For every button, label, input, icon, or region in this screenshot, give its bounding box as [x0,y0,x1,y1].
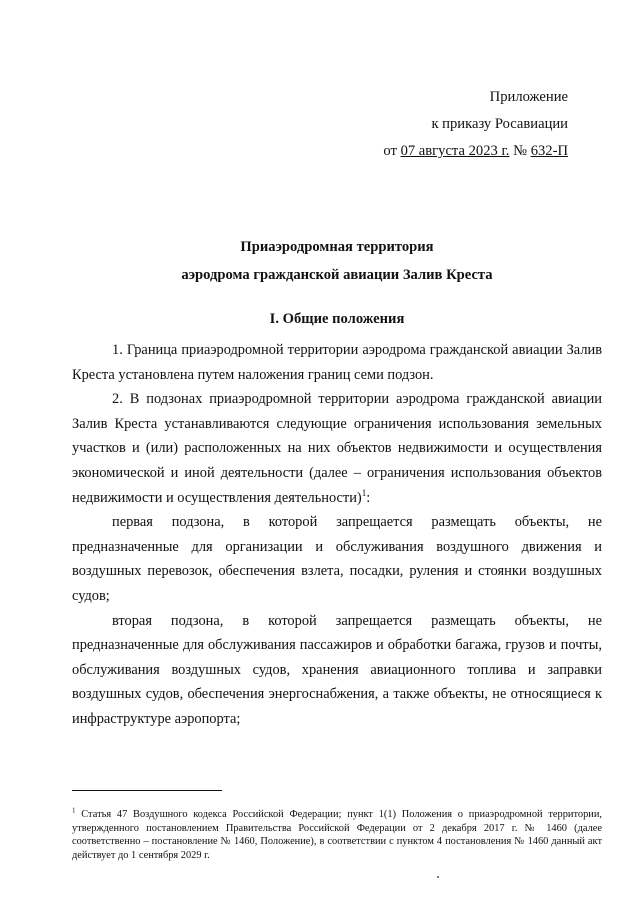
appendix-from: от [383,143,397,159]
document-title [72,233,602,289]
title-line-2: аэродрома гражданской авиации Залив Креста [181,267,493,283]
appendix-date: 07 августа 2023 г. [400,143,510,159]
appendix-date-number [383,138,568,165]
footnote-text: Статья 47 Воздушного кодекса Российской Федерации; пункт 1(1) Положения о приаэродромной территории, утвержденного постановлением Правительства Российской Федерации от 2 декабря 2017 г. № 1460 (далее соответственно – постановление № 1460, Положение), в соответствии с пунктом 4 постановления № 1460 данный акт действует до 1 сентября 2029 г. [72,809,602,861]
document-body [72,338,602,732]
appendix-number-sign: № [513,143,528,159]
appendix-label: Приложение [489,89,568,105]
footnote [72,808,602,862]
scan-speck [437,876,439,878]
footnote-ref[interactable]: 1 [361,487,367,498]
paragraph-2 [72,387,602,510]
paragraph-2-end: : [366,489,371,506]
title-line-1: Приаэродромная территория [240,239,434,255]
paragraph-subzone-1: первая подзона, в которой запрещается размещать объекты, не предназначенные для организации и обслуживания воздушного движения и воздушных перевозок, обеспечения взлета, посадки, руления и стоянки воздушных судов; [72,514,602,604]
section-heading: I. Общие положения [269,311,405,327]
appendix-number: 632-П [530,143,568,159]
appendix-block [383,84,568,165]
footnote-separator [72,790,222,791]
appendix-order-ref: к приказу Росавиации [431,116,568,132]
footnote-number: 1 [72,806,76,815]
paragraph-subzone-2: вторая подзона, в которой запрещается размещать объекты, не предназначенные для обслуживания пассажиров и обработки багажа, грузов и почты, обслуживания воздушных судов, хранения авиационного топлива и заправки воздушных судов, обеспечения энергоснабжения, а также объекты, не относящиеся к инфраструктуре аэропорта; [72,612,602,727]
paragraph-1: 1. Граница приаэродромной территории аэродрома гражданской авиации Залив Креста установлена путем наложения границ семи подзон. [72,342,602,383]
paragraph-2-text: 2. В подзонах приаэродромной территории аэродрома гражданской авиации Залив Креста устанавливаются следующие ограничения использования земельных участков и (или) расположенных на них объектов недвижимости и осуществления экономической и иной деятельности (далее – ограничения использования объектов недвижимости и осуществления деятельности) [72,391,602,506]
